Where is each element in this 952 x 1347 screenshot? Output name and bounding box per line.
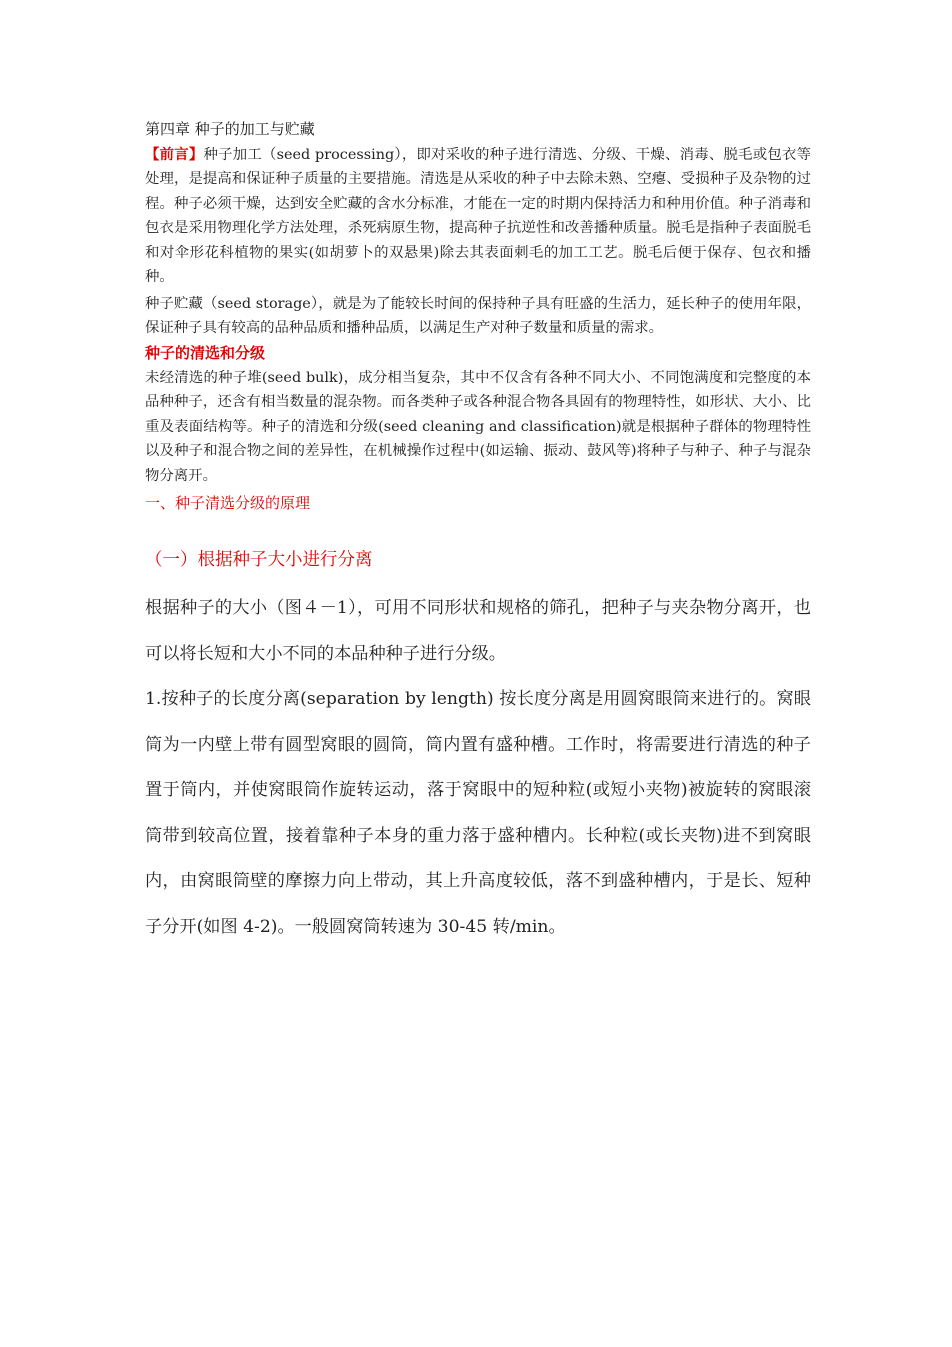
principle-heading: 一、种子清选分级的原理 [145,494,311,512]
length-separation-paragraph: 1.按种子的长度分离(separation by length) 按长度分离是用圆窝眼筒来进行的。窝眼筒为一内壁上带有圆型窝眼的圆筒，筒内置有盛种槽。工作时，将需要进行清选的种子置于筒内，并使窝眼筒作旋转运动，落于窝眼中的短种粒(或短小夹物)被旋转的窝眼滚筒带到较高位置，接着靠种子本身的重力落于盛种槽内。长种粒(或长夹物)进不到窝眼内，由窝眼筒壁的摩擦力向上带动，其上升高度较低，落不到盛种槽内，于是长、短种子分开(如图 4-2)。一般圆窝筒转速为 30-45 转/min。 [145,689,811,937]
subsection-heading-size: （一）根据种子大小进行分离 [145,550,373,570]
preface-paragraph [145,143,811,289]
storage-paragraph: 种子贮藏（seed storage），就是为了能较长时间的保持种子具有旺盛的生活力，延长种子的使用年限，保证种子具有较高的品种品质和播种品质，以满足生产对种子数量和质量的需求。 [145,296,811,337]
preface-text: 种子加工（seed processing），即对采收的种子进行清选、分级、干燥、消毒、脱毛或包衣等处理，是提高和保证种子质量的主要措施。清选是从采收的种子中去除未熟、空瘪、受损种子及杂物的过程。种子必须干燥，达到安全贮藏的含水分标准，才能在一定的时期内保持活力和种用价值。种子消毒和包衣是采用物理化学方法处理，杀死病原生物，提高种子抗逆性和改善播种质量。脱毛是指种子表面脱毛和对伞形花科植物的果实(如胡萝卜的双悬果)除去其表面刺毛的加工工艺。脱毛后便于保存、包衣和播种。 [145,147,811,286]
cleaning-paragraph: 未经清选的种子堆(seed bulk)，成分相当复杂，其中不仅含有各种不同大小、不同饱满度和完整度的本品种种子，还含有相当数量的混杂物。而各类种子或各种混合物各具固有的物理特性，如形状、大小、比重及表面结构等。种子的清选和分级(seed cleaning and classification)就是根据种子群体的物理特性以及种子和混合物之间的差异性，在机械操作过程中(如运输、振动、鼓风等)将种子与种子、种子与混杂物分离开。 [145,370,811,484]
preface-tag: 【前言】 [145,146,204,163]
section-title-cleaning: 种子的清选和分级 [145,344,266,362]
size-separation-paragraph: 根据种子的大小（图４－1），可用不同形状和规格的筛孔，把种子与夹杂物分离开，也可以将长短和大小不同的本品种种子进行分级。 [145,598,811,664]
chapter-title: 第四章 种子的加工与贮藏 [145,120,315,138]
